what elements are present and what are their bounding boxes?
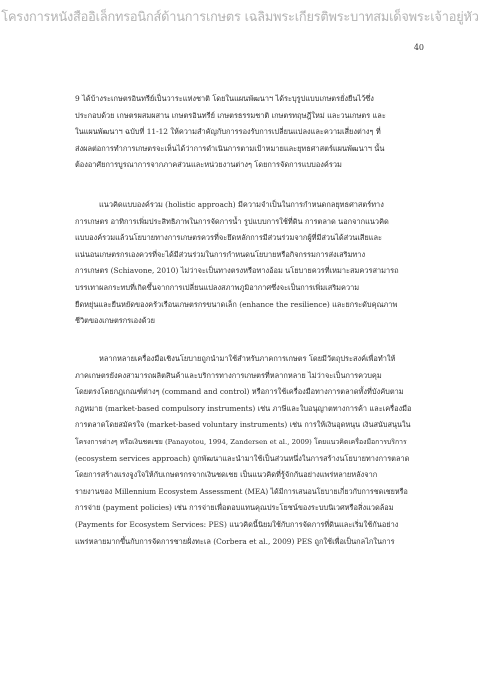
text-line: แนวคิดแบบองค์รวม (holistic approach) มีความจำเป็นในการกำหนดกลยุทธศาสตร์ทาง: [99, 200, 384, 209]
text-line: ประกอบด้วย เกษตรผสมผสาน เกษตรอินทรีย์ เกษตรธรรมชาติ เกษตรทฤษฎีใหม่ และวนเกษตร และ: [75, 110, 386, 120]
paragraph-1: [75, 91, 411, 174]
paragraph-2: [75, 197, 411, 330]
text-line: ส่งผลต่อการทำการเกษตรจะเห็นได้ว่าการดำเนินการตามเป้าหมายและยุทธศาสตร์แผนพัฒนาฯ นั้น: [75, 143, 385, 153]
text-line: โครงการต่างๆ หรือเงินชดเชย (Panayotou, 1994, Zandersen et al., 2009) โดยแนวคิดเครื่องมือการบริการ: [75, 437, 407, 446]
text-line: แพร่หลายมากขึ้นกับการจัดการชายฝั่งทะเล (Corbera et al., 2009) PES ถูกใช้เพื่อเป็นกลไกในการ: [75, 536, 395, 546]
text-line: การเกษตร อาทิการเพิ่มประสิทธิภาพในการจัดการน้ำ รูปแบบการใช้ที่ดิน การตลาด นอกจากแนวคิด: [75, 216, 389, 226]
page-header: โครงการหนังสืออิเล็กทรอนิกส์ด้านการเกษตร เฉลิมพระเกียรติพระบาทสมเด็จพระเจ้าอยู่หัว: [1, 10, 479, 25]
text-line: ในแผนพัฒนาฯ ฉบับที่ 11-12 ให้ความสำคัญกับการรองรับการเปลี่ยนแปลงและความเสี่ยงต่างๆ ที่: [75, 127, 381, 137]
text-line: ชีวิตของเกษตรกรเองด้วย: [75, 316, 156, 326]
text-line: หลากหลายเครื่องมือเชิงนโยบายถูกนำมาใช้สำหรับภาคการเกษตร โดยมีวัตถุประสงค์เพื่อทำให้: [99, 354, 396, 363]
text-line: ภาคเกษตรยังคงสามารถผลิตสินค้าและบริการทางการเกษตรที่หลากหลาย ไม่ว่าจะเป็นการควบคุม: [75, 370, 382, 380]
text-line: โดยการสร้างแรงจูงใจให้กับเกษตรกรจากเงินชดเชย เป็นแนวคิดที่รู้จักกันอย่างแพร่หลายหลังจาก: [75, 470, 378, 480]
text-line: ต้องอาศัยการบูรณาการจากภาคส่วนและหน่วยงานต่างๆ โดยการจัดการแบบองค์รวม: [75, 160, 342, 170]
paragraph-3: [75, 351, 411, 550]
text-line: รายงานของ Millennium Ecosystem Assessment (MEA) ได้มีการเสนอนโยบายเกี่ยวกับการชดเชยหรือ: [75, 486, 408, 496]
text-line: แบบองค์รวมแล้วนโยบายทางการเกษตรควรที่จะยึดหลักการมีส่วนร่วมจากผู้ที่มีส่วนได้ส่วนเสียและ: [75, 233, 382, 243]
text-line: การตลาดโดยสมัครใจ (market-based voluntary instruments) เช่น การให้เงินอุดหนุน เงินสนับสนุนใน: [75, 420, 411, 430]
text-line: แน่นอนเกษตรกรเองควรที่จะได้มีส่วนร่วมในการกำหนดนโยบายหรือกิจกรรมการส่งเสริมทาง: [75, 249, 366, 259]
text-line: กฎหมาย (market-based compulsory instruments) เช่น ภาษีและใบอนุญาตทางการค้า และเครื่องมือ: [75, 403, 411, 413]
text-line: 9 ได้บ้างระเกษตรอินทรีย์เป็นวาระแห่งชาติ โดยในแผนพัฒนาฯ ได้ระบุรูปแบบเกษตรยั่งยืนไว้ซึ่ง: [75, 94, 374, 103]
text-line: บรรเทาผลกระทบที่เกิดขึ้นจากการเปลี่ยนแปลงสภาพภูมิอากาศซึ่งจะเป็นการเพิ่มเสริมความ: [75, 282, 360, 292]
text-line: (Payments for Ecosystem Services: PES) แนวคิดนี้นิยมใช้กับการจัดการที่ดินและเริ่มใช้กันอย่าง: [75, 519, 399, 529]
text-line: โดยตรงโดยกฎเกณฑ์ต่างๆ (command and control) หรือการใช้เครื่องมือทางการตลาดทั้งที่บังคับตาม: [75, 387, 404, 397]
text-line: การจ่าย (payment policies) เช่น การจ่ายเพื่อตอบแทนคุณประโยชน์ของระบบนิเวศหรือสิ่งแวดล้อม: [75, 503, 394, 513]
page-number: 40: [413, 43, 424, 52]
text-line: การเกษตร (Schiavone, 2010) ไม่ว่าจะเป็นทางตรงหรือทางอ้อม นโยบายควรที่เหมาะสมควรสามารถ: [75, 266, 399, 276]
text-line: (ecosystem services approach) ถูกพัฒนาและนำมาใช้เป็นส่วนหนึ่งในการสร้างนโยบายทางการตลาด: [75, 453, 410, 463]
text-line: ยืดหยุ่นและยืนหยัดของครัวเรือนเกษตรกรขนาดเล็ก (enhance the resilience) และยกระดับคุณภาพ: [75, 299, 398, 309]
